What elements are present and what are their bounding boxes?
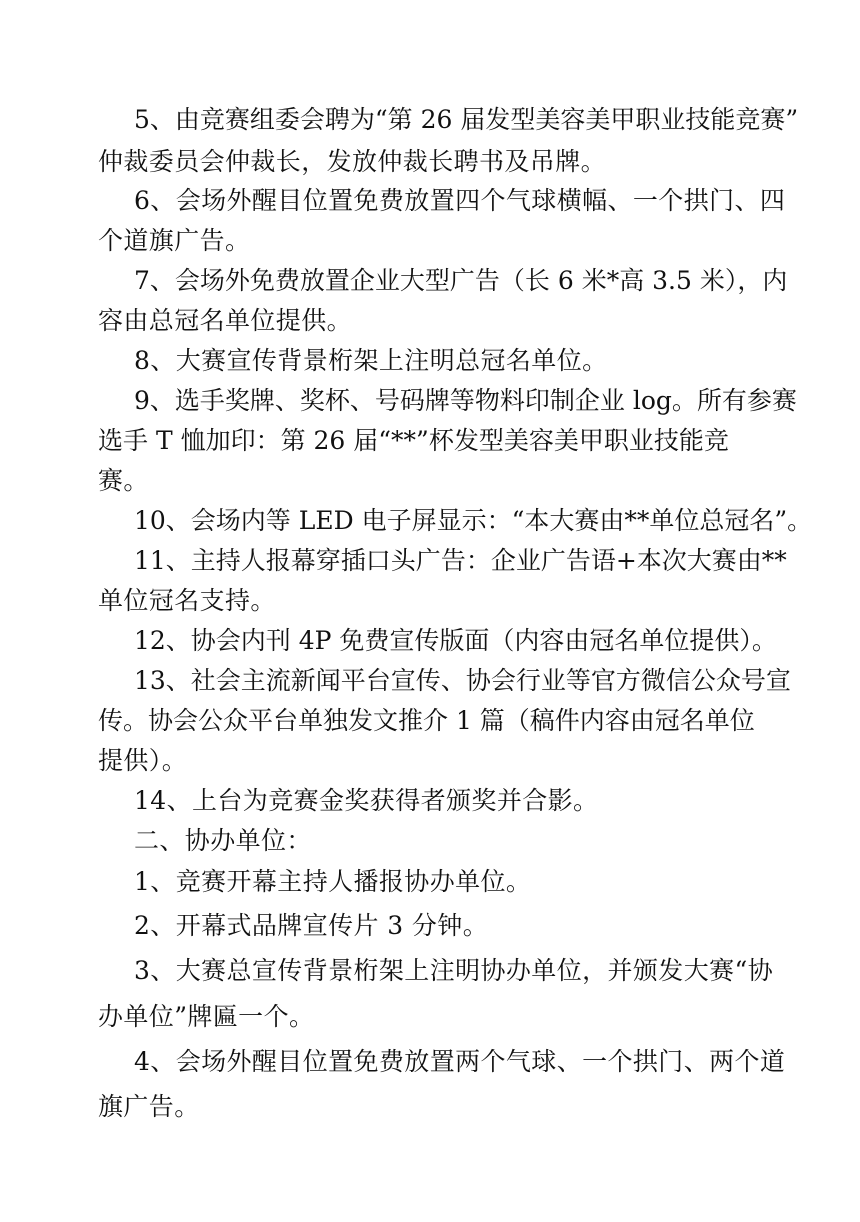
text-line: 2、开幕式品牌宣传片 3 分钟。 bbox=[134, 911, 489, 940]
text-line: 5、由竞赛组委会聘为“第 26 届发型美容美甲职业技能竞赛” bbox=[134, 105, 799, 134]
text-line: 6、会场外醒目位置免费放置四个气球横幅、一个拱门、四 bbox=[134, 186, 786, 215]
text-line: 1、竞赛开幕主持人播报协办单位。 bbox=[134, 867, 532, 896]
text-line: 3、大赛总宣传背景桁架上注明协办单位，并颁发大赛“协 bbox=[134, 956, 774, 985]
text-line: 12、协会内刊 4P 免费宣传版面（内容由冠名单位提供）。 bbox=[134, 626, 777, 655]
text-line: 容由总冠名单位提供。 bbox=[98, 306, 353, 335]
text-line: 提供）。 bbox=[98, 746, 188, 775]
text-line: 8、大赛宣传背景桁架上注明总冠名单位。 bbox=[134, 346, 608, 375]
text-line: 7、会场外免费放置企业大型广告（长 6 米*高 3.5 米），内 bbox=[134, 266, 788, 295]
text-line: 办单位”牌匾一个。 bbox=[98, 1002, 315, 1031]
text-line: 仲裁委员会仲裁长，发放仲裁长聘书及吊牌。 bbox=[98, 147, 607, 176]
text-line: 单位冠名支持。 bbox=[98, 586, 276, 615]
text-line: 10、会场内等 LED 电子屏显示：“本大赛由**单位总冠名”。 bbox=[134, 506, 813, 535]
text-line: 个道旗广告。 bbox=[98, 226, 251, 255]
text-line: 9、选手奖牌、奖杯、号码牌等物料印制企业 log。所有参赛 bbox=[134, 386, 797, 415]
text-line: 选手 T 恤加印：第 26 届“**”杯发型美容美甲职业技能竞 bbox=[98, 426, 729, 455]
text-line: 传。协会公众平台单独发文推介 1 篇（稿件内容由冠名单位 bbox=[98, 706, 755, 735]
text-line: 赛。 bbox=[98, 466, 149, 495]
section-heading: 二、协办单位： bbox=[134, 826, 312, 855]
text-line: 13、社会主流新闻平台宣传、协会行业等官方微信公众号宣 bbox=[134, 666, 791, 695]
text-line: 旗广告。 bbox=[98, 1092, 200, 1121]
text-line: 14、上台为竞赛金奖获得者颁奖并合影。 bbox=[134, 786, 599, 815]
text-line: 11、主持人报幕穿插口头广告：企业广告语+本次大赛由** bbox=[134, 546, 787, 575]
text-line: 4、会场外醒目位置免费放置两个气球、一个拱门、两个道 bbox=[134, 1047, 786, 1076]
